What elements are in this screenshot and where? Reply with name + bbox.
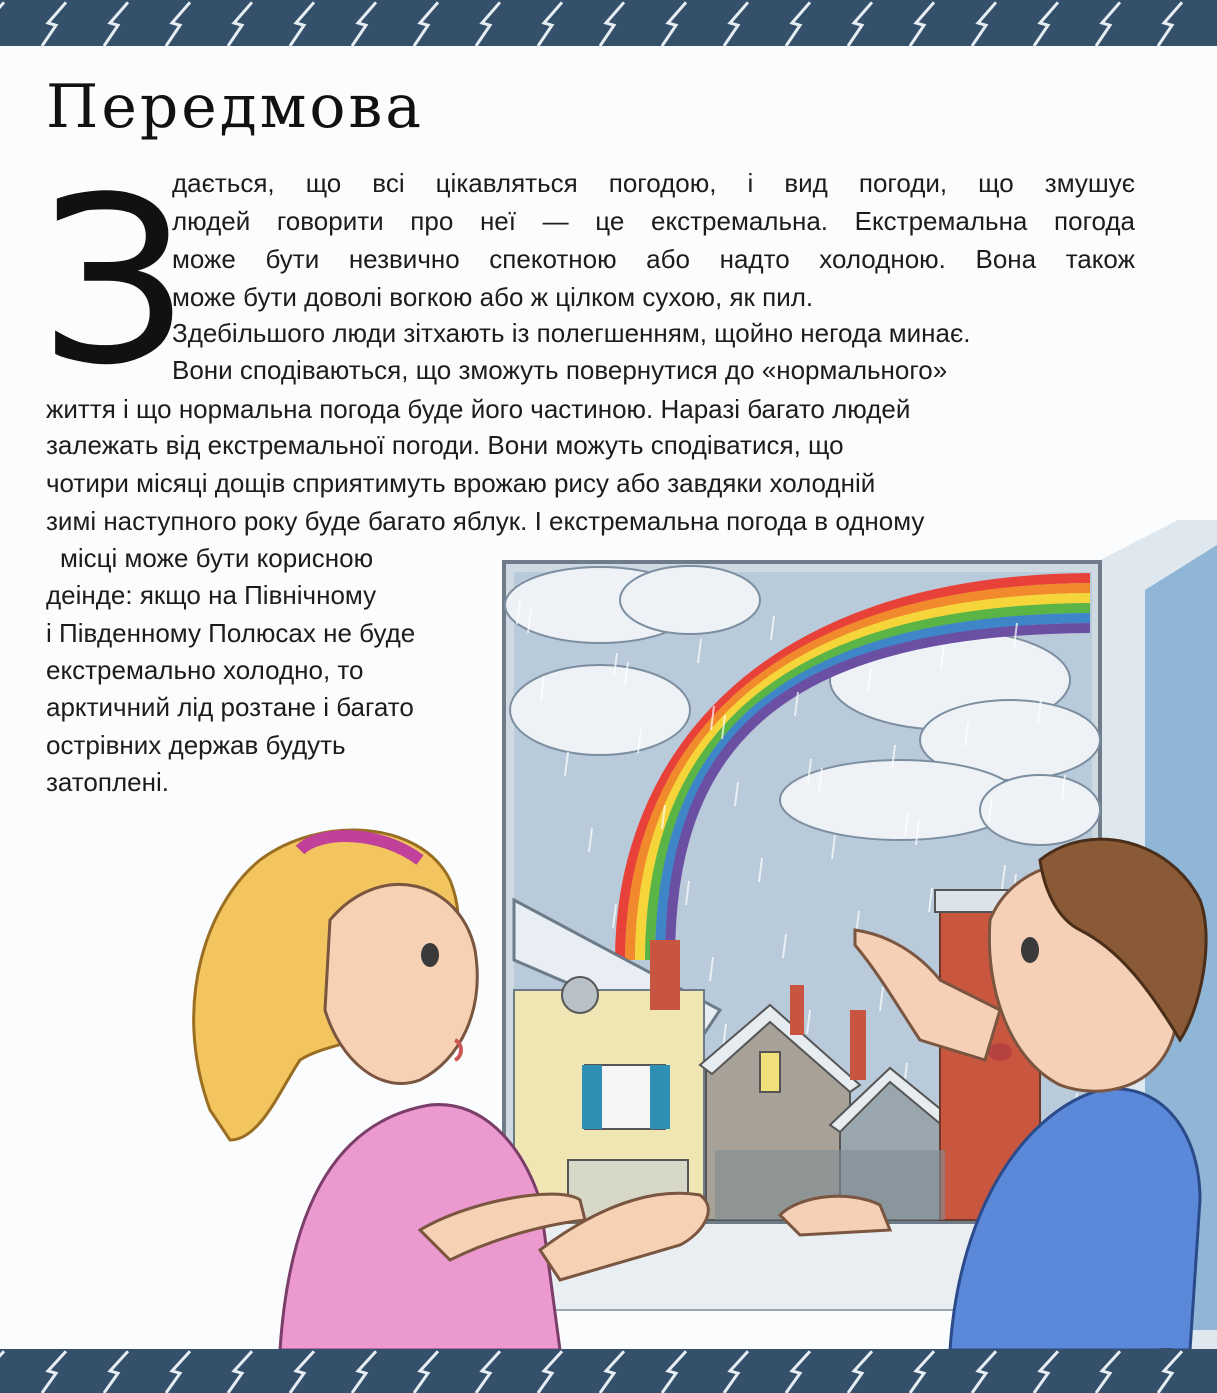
text-line: деінде: якщо на Північному bbox=[46, 580, 377, 610]
lightning-pattern bbox=[0, 0, 1217, 46]
text-line: життя і що нормальна погода буде його частиною. Наразі багато людей bbox=[46, 394, 911, 424]
text-line: може бути незвично спекотною або надто холодною. Вона також bbox=[172, 244, 1135, 274]
page-title: Передмова bbox=[46, 72, 425, 142]
text-line: і Південному Полюсах не буде bbox=[46, 618, 416, 648]
lightning-pattern bbox=[0, 1349, 1217, 1393]
text-line: острівних держав будуть bbox=[46, 730, 346, 760]
text-line: залежать від екстремальної погоди. Вони можуть сподіватися, що bbox=[46, 430, 844, 460]
text-line: людей говорити про неї — це екстремальна. Екстремальна погода bbox=[172, 206, 1135, 236]
text-line: дається, що всі цікавляться погодою, і вид погоди, що змушує bbox=[172, 168, 1135, 198]
text-line: може бути доволі вогкою або ж цілком сухою, як пил. bbox=[172, 282, 814, 312]
bottom-decorative-band bbox=[0, 1349, 1217, 1393]
text-line: зимі наступного року буде багато яблук. І екстремальна погода в одному bbox=[46, 506, 925, 536]
text-line: чотири місяці дощів сприятимуть врожаю рису або завдяки холодній bbox=[46, 468, 876, 498]
text-line: арктичний лід розтане і багато bbox=[46, 692, 414, 722]
top-decorative-band bbox=[0, 0, 1217, 46]
text-line: Здебільшого люди зітхають із полегшенням, щойно негода минає. bbox=[172, 318, 971, 348]
text-line: затоплені. bbox=[46, 767, 169, 797]
text-line: місці може бути корисною bbox=[60, 543, 374, 573]
text-line: Вони сподіваються, що зможуть повернутися до «нормального» bbox=[172, 355, 948, 385]
text-line: екстремально холодно, то bbox=[46, 655, 364, 685]
drop-cap: З bbox=[40, 149, 188, 416]
